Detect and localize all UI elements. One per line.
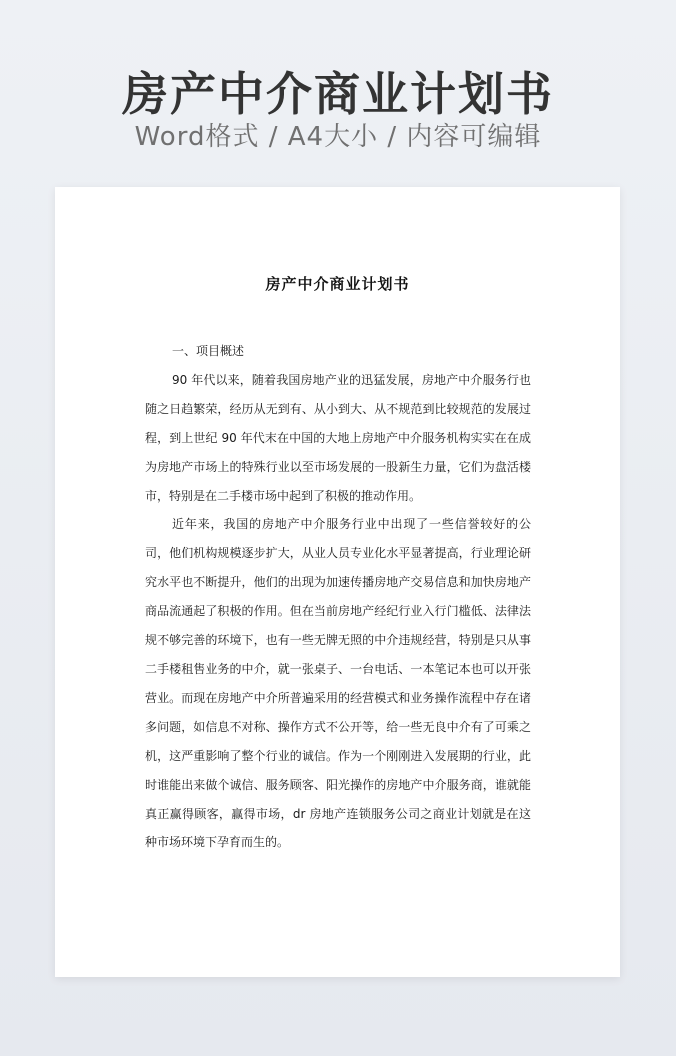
- section-heading: 一、项目概述: [172, 344, 245, 358]
- paragraph-intro: 90 年代以来，随着我国房地产业的迅猛发展，房地产中介服务行也随之日趋繁荣，经历从无到有、从小到大、从不规范到比较规范的发展过程，到上世纪 90 年代末在中国的大地上房地产中介服务机构实实在在成为房地产市场上的特殊行业以至市场发展的一股新生力量，它们为盘活楼市，特别是在二手楼市场中起到了积极的推动作用。: [145, 372, 531, 503]
- banner-subtitle: Word格式 / A4大小 / 内容可编辑: [134, 122, 542, 152]
- document-page: [55, 187, 620, 977]
- banner-title: 房产中介商业计划书: [122, 67, 554, 121]
- paragraph-recent-years: 近年来，我国的房地产中介服务行业中出现了一些信誉较好的公司，他们机构规模逐步扩大，从业人员专业化水平显著提高，行业理论研究水平也不断提升，他们的出现为加速传播房地产交易信息和加快房地产商品流通起了积极的作用。但在当前房地产经纪行业入行门槛低、法律法规不够完善的环境下，也有一些无牌无照的中介违规经营，特别是只从事二手楼租售业务的中介，就一张桌子、一台电话、一本笔记本也可以开张营业。而现在房地产中介所普遍采用的经营模式和业务操作流程中存在诸多问题，如信息不对称、操作方式不公开等，给一些无良中介有了可乘之机，这严重影响了整个行业的诚信。作为一个刚刚进入发展期的行业，此时谁能出来做个诚信、服务顾客、阳光操作的房地产中介服务商，谁就能真正赢得顾客，赢得市场，dr 房地产连锁服务公司之商业计划就是在这种市场环境下孕育而生的。: [145, 517, 531, 850]
- document-body: [145, 337, 531, 857]
- document-title: 房产中介商业计划书: [265, 275, 410, 293]
